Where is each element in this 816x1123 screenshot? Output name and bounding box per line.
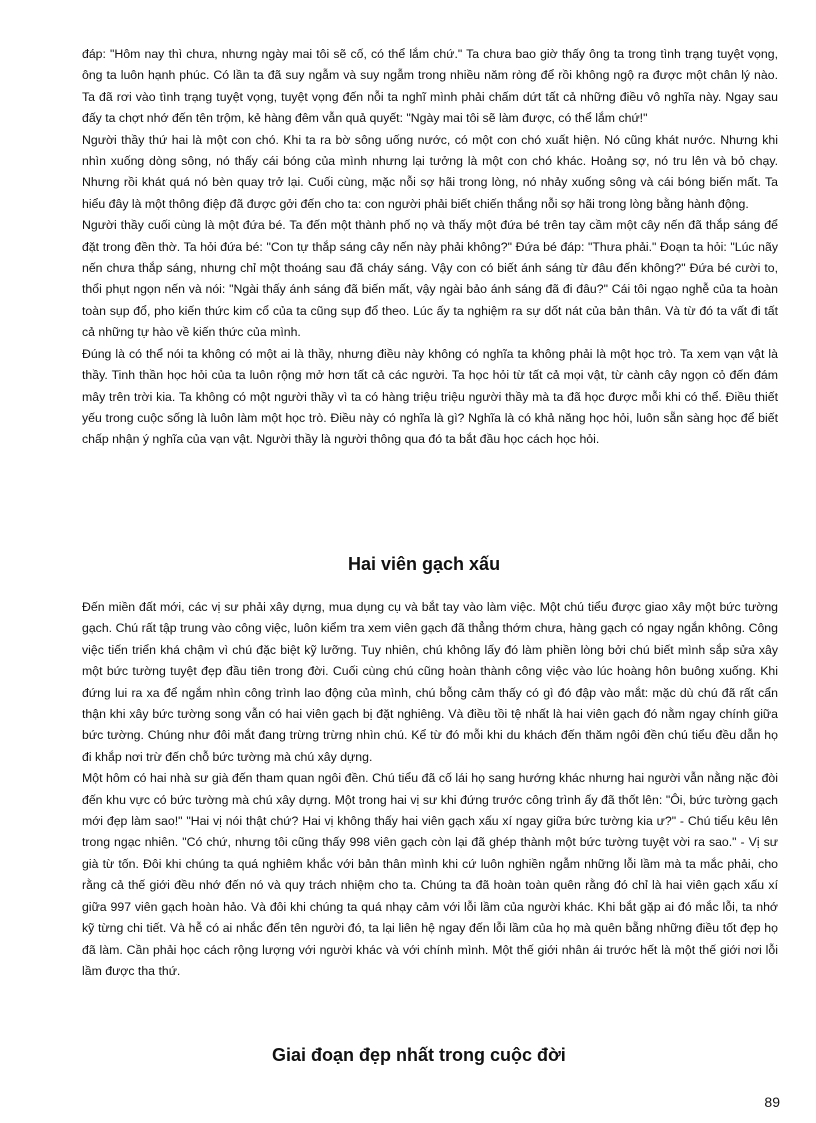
paragraph: Đúng là có thể nói ta không có một ai là thầy, nhưng điều này không có nghĩa ta không phải là một học trò. Ta xem vạn vật là thầy. Tinh thần học hỏi của ta luôn rộng mở hơn tất cả các người. Ta học hỏi từ tất cả mọi vật, từ cành cây ngọn cỏ đến đám mây trên trời kia. Ta không có một người thầy vì ta có hàng triệu triệu người thầy mà ta đã học được mỗi khi có thể. Điều thiết yếu trong cuộc sống là luôn làm một học trò. Điều này có nghĩa là gì? Nghĩa là có khả năng học hỏi, luôn sẵn sàng học để biết chấp nhận ý nghĩa của vạn vật. Người thầy là người thông qua đó ta bắt đầu học cách học hỏi. (82, 346, 778, 447)
page-number: 89 (764, 1094, 780, 1110)
paragraph: Đến miền đất mới, các vị sư phải xây dựng, mua dụng cụ và bắt tay vào làm việc. Một chú tiểu được giao xây một bức tường gạch. Chú rất tập trung vào công việc, luôn kiểm tra xem viên gạch đã thẳng thớm chưa, hàng gạch có ngay ngắn không. Công việc tiến triển khá chậm vì chú đặc biệt kỹ lưỡng. Tuy nhiên, chú không lấy đó làm phiền lòng bởi chú biết mình sắp sửa xây một bức tường tuyệt đẹp đầu tiên trong đời. Cuối cùng chú cũng hoàn thành công việc vào lúc hoàng hôn buông xuống. Khi đứng lui ra xa để ngắm nhìn công trình lao động của mình, chú bỗng cảm thấy có gì đó đập vào mắt: mặc dù chú đã rất cẩn thận khi xây bức tường song vẫn có hai viên gạch bị đặt nghiêng. Và điều tồi tệ nhất là hai viên gạch đó nằm ngay chính giữa bức tường. Chúng như đôi mắt đang trừng trừng nhìn chú. Kể từ đó mỗi khi du khách đến thăm ngôi đền chú tiểu đều dẫn họ đi khắp nơi trừ đến chỗ bức tường mà chú xây dựng. (82, 600, 778, 764)
paragraph: Người thầy thứ hai là một con chó. Khi ta ra bờ sông uống nước, có một con chó xuất hiện. Nó cũng khát nước. Nhưng khi nhìn xuống dòng sông, nó thấy cái bóng của mình nhưng lại tưởng là một con chó khác. Hoảng sợ, nó tru lên và bỏ chạy. Nhưng rồi khát quá nó bèn quay trở lại. Cuối cùng, mặc nỗi sợ hãi trong lòng, nó nhảy xuống sông và cái bóng biến mất. Ta hiểu đây là một thông điệp đã được gởi đến cho ta: con người phải biết chiến thắng nỗi sợ hãi trong lòng bằng hành động. (82, 132, 778, 211)
paragraph: đáp: "Hôm nay thì chưa, nhưng ngày mai tôi sẽ cố, có thể lắm chứ." Ta chưa bao giờ thấy ông ta trong tình trạng tuyệt vọng, ông ta luôn hạnh phúc. Có lần ta đã suy ngẫm và suy ngẫm trong nhiều năm ròng để rồi không ngộ ra được một chân lý nào. Ta đã rơi vào tình trạng tuyệt vọng, tuyệt vọng đến nỗi ta nghĩ mình phải chấm dứt tất cả những điều vô nghĩa này. Ngay sau đấy ta chợt nhớ đến tên trộm, kẻ hàng đêm vẫn quả quyết: "Ngày mai tôi sẽ làm được, có thể lắm chứ!" (82, 47, 778, 126)
section-heading: Hai viên gạch xấu (348, 554, 501, 574)
section-heading: Giai đoạn đẹp nhất trong cuộc đời (272, 1045, 566, 1065)
section-bricks-text (82, 597, 778, 982)
section-teachers-text (82, 44, 778, 451)
paragraph: Người thầy cuối cùng là một đứa bé. Ta đến một thành phố nọ và thấy một đứa bé trên tay cầm một cây nến đã thắp sáng để đặt trong đền thờ. Ta hỏi đứa bé: "Con tự thắp sáng cây nến này phải không?" Đứa bé đáp: "Thưa phải." Đoạn ta hỏi: "Lúc nãy nến chưa thắp sáng, nhưng chỉ một thoáng sau đã cháy sáng. Vậy con có biết ánh sáng từ đâu đến không?" Đứa bé cười to, thổi phụt ngọn nến và nói: "Ngài thấy ánh sáng đã biến mất, vậy ngài bảo ánh sáng đã đi đâu?" Cái tôi ngạo nghễ của ta hoàn toàn sụp đổ, pho kiến thức kim cổ của ta cũng sụp đổ theo. Lúc ấy ta nghiệm ra sự dốt nát của bản thân. Và từ đó ta vất đi tất cả những tự hào về kiến thức của mình. (82, 218, 778, 340)
paragraph: Một hôm có hai nhà sư già đến tham quan ngôi đền. Chú tiểu đã cố lái họ sang hướng khác nhưng hai người vẫn nằng nặc đòi đến khu vực có bức tường mà chú xây dựng. Một trong hai vị sư khi đứng trước công trình ấy đã thốt lên: "Ôi, bức tường gạch mới đẹp làm sao!" "Hai vị nói thật chứ? Hai vị không thấy hai viên gạch xấu xí ngay giữa bức tường kia ư?" - Chú tiểu kêu lên trong ngạc nhiên. "Có chứ, nhưng tôi cũng thấy 998 viên gạch còn lại đã ghép thành một bức tường tuyệt vời ra sao." - Vị sư già từ tốn. Đôi khi chúng ta quá nghiêm khắc với bản thân mình khi cứ luôn nghiền ngẫm những lỗi lầm mà ta mắc phải, cho rằng cả thế giới đều nhớ đến nó và quy trách nhiệm cho ta. Chúng ta đã hoàn toàn quên rằng đó chỉ là hai viên gạch xấu xí giữa 997 viên gạch hoàn hảo. Và đôi khi chúng ta quá nhạy cảm với lỗi lầm của người khác. Khi bắt gặp ai đó mắc lỗi, ta nhớ kỹ từng chi tiết. Và hễ có ai nhắc đến tên người đó, ta lại liên hệ ngay đến lỗi lầm của họ mà quên bẵng những điều tốt đẹp họ đã làm. Cần phải học cách rộng lượng với người khác và với chính mình. Một thế giới nhân ái trước hết là một thế giới nơi lỗi lầm được tha thứ. (82, 771, 778, 978)
